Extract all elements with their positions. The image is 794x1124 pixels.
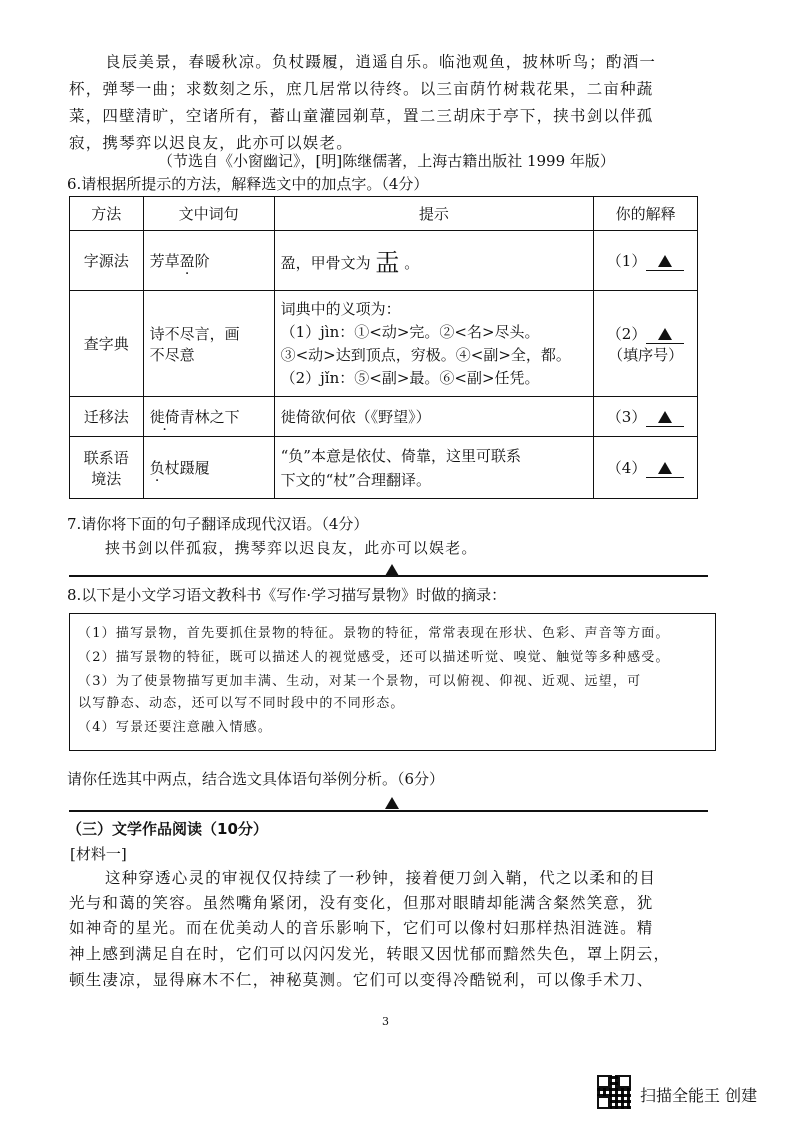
excerpt-line: 以写静态、动态，还可以写不同时段中的不同形态。: [78, 696, 405, 711]
phrase-text: 阶: [194, 252, 210, 270]
table-row: [70, 437, 698, 499]
material-line: 顿生凄凉，显得麻木不仁，神秘莫测。它们可以变得冷酷锐利，可以像手术刀、: [69, 971, 654, 989]
material-line: 这种穿透心灵的审视仅仅持续了一秒钟，接着便刀剑入鞘，代之以柔和的目: [105, 869, 657, 887]
dotted-char: 负: [149, 459, 165, 477]
q6-method: 查字典: [70, 291, 144, 397]
table-row: [70, 397, 698, 437]
q6-answer: [594, 291, 698, 397]
q6-answer: [594, 437, 698, 499]
dotted-char: 徙倚: [149, 408, 180, 426]
passage-line: 良辰美景，春暖秋凉。负杖蹑履，逍遥自乐。临池观鱼，披林听鸟；酌酒一: [105, 53, 657, 71]
table-row: [70, 291, 698, 397]
q6-hint: 徙倚欲何依（《野望》）: [274, 397, 594, 437]
answer-underline: [69, 810, 708, 812]
triangle-icon: [658, 462, 672, 474]
q6-method: 迁移法: [70, 397, 144, 437]
passage-line: 杯，弹琴一曲；求数刻之乐，庶几居常以待终。以三亩荫竹树栽花果，二亩种蔬: [69, 80, 654, 98]
q6-hint: [274, 291, 594, 397]
q6-answer: [594, 397, 698, 437]
q7-sentence: 挟书剑以伴孤寂，携琴弈以迟良友，此亦可以娱老。: [105, 539, 478, 557]
q6-header: 你的解释: [594, 197, 698, 231]
q8-task: 请你任选其中两点，结合选文具体语句举例分析。（6分）: [67, 770, 445, 788]
phrase-text: 不尽意: [149, 345, 195, 364]
passage-source: （节选自《小窗幽记》，[明]陈继儒著，上海古籍出版社 1999 年版）: [158, 152, 615, 170]
q6-method: [70, 437, 144, 499]
hint-text: “负”本意是依仗、倚靠，这里可联系: [280, 446, 521, 465]
answer-number: （1）: [606, 252, 647, 270]
q6-phrase: [143, 291, 274, 397]
q6-phrase: [143, 437, 274, 499]
hint-text: ③<动>达到顶点，穷极。④<副>全，都。: [280, 345, 571, 364]
answer-blank[interactable]: [646, 459, 684, 478]
answer-number: （4）: [606, 459, 647, 477]
phrase-text: 杖蹑履: [164, 459, 210, 477]
triangle-icon: [658, 328, 672, 340]
material-line: 如神奇的星光。而在优美动人的音乐影响下，它们可以像村妇那样热泪涟涟。精: [69, 919, 654, 937]
excerpt-line: （2）描写景物的特征，既可以描述人的视觉感受，还可以描述听觉、嗅觉、触觉等多种感受。: [78, 650, 670, 665]
phrase-text: 芳草: [149, 252, 180, 270]
q6-method: 字源法: [70, 231, 144, 291]
answer-number: （2）: [606, 324, 647, 343]
answer-blank[interactable]: [646, 325, 684, 344]
hint-text: 。: [404, 254, 420, 272]
scanner-watermark: 扫描全能王 创建: [640, 1086, 758, 1105]
q7-prompt: 7.请你将下面的句子翻译成现代汉语。（4分）: [67, 515, 369, 533]
q8-prompt: 8.以下是小文学习语文教科书《写作·学习描写景物》时做的摘录：: [67, 586, 507, 604]
triangle-icon: [658, 411, 672, 423]
phrase-text: 青林之下: [179, 408, 240, 426]
page-number: 3: [382, 1015, 389, 1028]
q6-header: 方法: [70, 197, 144, 231]
table-row: [70, 231, 698, 291]
answer-underline: [69, 575, 708, 577]
q6-header: 提示: [274, 197, 594, 231]
q6-prompt: 6.请根据所提示的方法，解释选文中的加点字。（4分）: [67, 175, 429, 193]
phrase-text: 诗不尽言，画: [149, 324, 240, 343]
material-line: 光与和蔼的笑容。虽然嘴角紧闭，没有变化，但那对眼睛却能满含粲然笑意，犹: [69, 894, 654, 912]
qr-code-icon: [597, 1075, 631, 1109]
q6-hint: [274, 437, 594, 499]
q6-phrase: [143, 397, 274, 437]
q6-hint: [274, 231, 594, 291]
hint-text: （2）jǐn：⑤<副>最。⑥<副>任凭。: [280, 368, 540, 387]
excerpt-line: （1）描写景物，首先要抓住景物的特征。景物的特征，常常表现在形状、色彩、声音等方面。: [78, 626, 670, 641]
answer-blank[interactable]: [646, 408, 684, 427]
q6-header: 文中词句: [143, 197, 274, 231]
material-label: [材料一]: [70, 845, 127, 863]
hint-text: 盈，甲骨文为: [280, 254, 371, 272]
answer-blank[interactable]: [646, 252, 684, 271]
excerpt-line: （4）写景还要注意融入情感。: [78, 720, 273, 735]
q6-phrase: [143, 231, 274, 291]
material-line: 神上感到满足自在时，它们可以闪闪发光，转眼又因忧郁而黯然失色，罩上阴云，: [69, 945, 671, 963]
triangle-icon: [385, 797, 399, 809]
hint-text: 下文的“杖”合理翻译。: [280, 470, 431, 489]
q6-answer: [594, 231, 698, 291]
method-text: 境法: [91, 469, 122, 488]
answer-number: （3）: [606, 408, 647, 426]
answer-note: （填序号）: [608, 345, 684, 364]
passage-line: 菜，四壁清旷，空诸所有，蓄山童灌园剃草，置二三胡床于亭下，挟书剑以伴孤: [69, 107, 654, 125]
q6-table: [69, 196, 698, 499]
section-heading: （三）文学作品阅读（10分）: [67, 820, 268, 838]
hint-text: 词典中的义项为：: [280, 299, 401, 318]
dotted-char: 盈: [179, 252, 195, 270]
hint-text: （1）jìn：①<动>完。②<名>尽头。: [280, 322, 540, 341]
oracle-bone-glyph-icon: 㿻: [375, 249, 400, 277]
method-text: 联系语: [83, 448, 129, 467]
passage-line: 寂，携琴弈以迟良友，此亦可以娱老。: [69, 134, 353, 152]
q8-excerpt-box: [69, 613, 716, 751]
excerpt-line: （3）为了使景物描写更加丰满、生动，对某一个景物，可以俯视、仰视、近观、远望，可: [78, 674, 642, 689]
triangle-icon: [658, 255, 672, 267]
